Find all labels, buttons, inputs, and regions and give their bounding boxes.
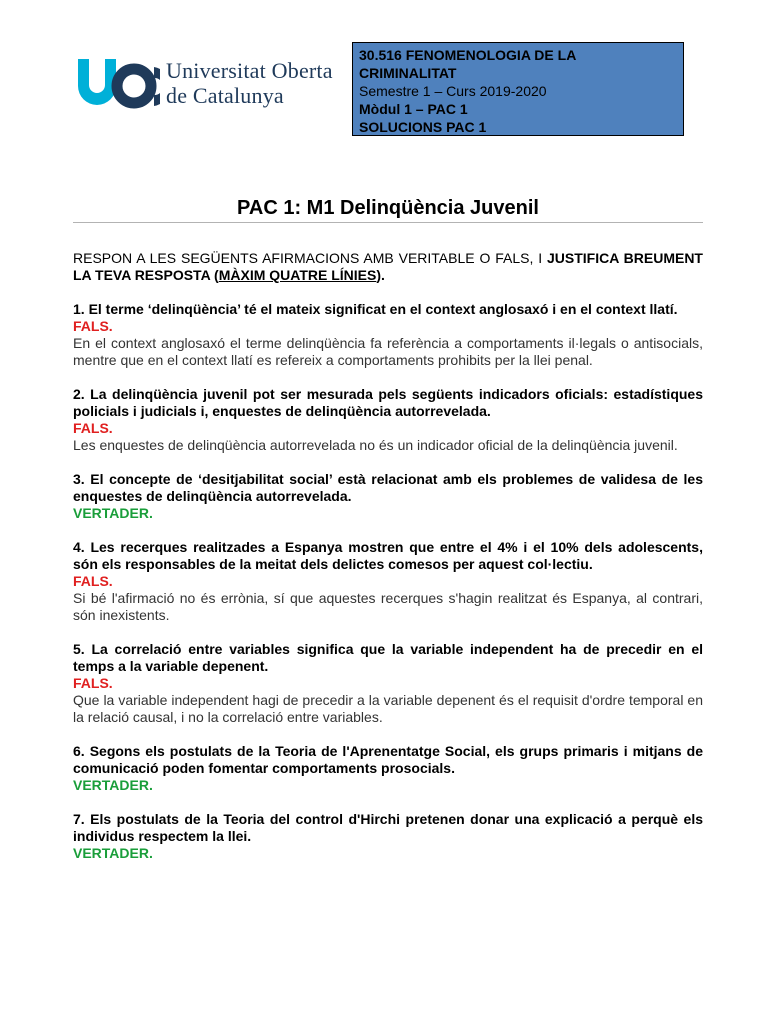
answer-true: VERTADER. <box>73 845 153 861</box>
question-text: 1. El terme ‘delinqüència’ té el mateix significat en el context anglosaxó i en el context llatí. <box>73 301 678 317</box>
document-body <box>73 250 703 879</box>
solutions-text: SOLUCIONS PAC 1 <box>359 119 487 135</box>
answer-false: FALS. <box>73 675 113 691</box>
answer-false: FALS. <box>73 420 113 436</box>
title-divider <box>73 222 703 223</box>
course-info-box <box>352 42 684 136</box>
answer-explanation: En el context anglosaxó el terme delinqüència fa referència a comportaments il·legals o antisocials, mentre que en el context llatí es refereix a comportaments prohibits per la llei penal. <box>73 335 703 368</box>
uoc-logo-mark <box>76 55 160 115</box>
uoc-logo <box>76 55 336 115</box>
instructions-lead: RESPON A LES SEGÜENTS AFIRMACIONS AMB VERITABLE O FALS, I <box>73 250 547 266</box>
question-text: 4. Les recerques realitzades a Espanya mostren que entre el 4% i el 10% dels adolescents, són els responsables de la meitat dels delictes comesos per aquest col·lectiu. <box>73 539 703 572</box>
answer-true: VERTADER. <box>73 777 153 793</box>
instructions-close: ). <box>376 267 385 283</box>
question-3 <box>73 471 703 522</box>
uoc-logo-text <box>166 58 333 108</box>
instructions-underlined: MÀXIM QUATRE LÍNIES <box>218 267 377 283</box>
instructions-bold: JUSTIFICA BREUMENT LA TEVA RESPOSTA ( <box>73 250 703 283</box>
semester-text: Semestre 1 – Curs 2019-2020 <box>359 83 547 99</box>
question-5 <box>73 641 703 726</box>
answer-false: FALS. <box>73 318 113 334</box>
logo-line-2: de Catalunya <box>166 83 284 108</box>
question-text: 7. Els postulats de la Teoria del control d'Hirchi pretenen donar una explicació a perquè els individus respectem la llei. <box>73 811 703 844</box>
page-title: PAC 1: M1 Delinqüència Juvenil <box>237 197 539 219</box>
question-6 <box>73 743 703 794</box>
answer-explanation: Si bé l'afirmació no és errònia, sí que aquestes recerques s'hagin realitzat és Espanya, al contrari, són inexistents. <box>73 590 703 623</box>
answer-true: VERTADER. <box>73 505 153 521</box>
question-7 <box>73 811 703 862</box>
document-header <box>0 0 768 150</box>
question-text: 2. La delinqüència juvenil pot ser mesurada pels següents indicadors oficials: estadístiques policials i judicials i, enquestes de delinqüència autorrevelada. <box>73 386 703 419</box>
logo-line-1: Universitat Oberta <box>166 58 333 83</box>
question-text: 6. Segons els postulats de la Teoria de l'Aprenentatge Social, els grups primaris i mitjans de comunicació poden fomentar comportaments prosocials. <box>73 743 703 776</box>
answer-false: FALS. <box>73 573 113 589</box>
question-2 <box>73 386 703 454</box>
question-text: 5. La correlació entre variables significa que la variable independent ha de precedir en el temps a la variable depenent. <box>73 641 703 674</box>
instructions <box>73 250 703 284</box>
module-text: Mòdul 1 – PAC 1 <box>359 101 468 117</box>
answer-explanation: Que la variable independent hagi de precedir a la variable depenent és el requisit d'ordre temporal en la relació causal, i no la correlació entre variables. <box>73 692 703 725</box>
question-4 <box>73 539 703 624</box>
answer-explanation: Les enquestes de delinqüència autorrevelada no és un indicador oficial de la delinqüència juvenil. <box>73 437 678 453</box>
course-code: 30.516 FENOMENOLOGIA DE LA CRIMINALITAT <box>359 47 576 81</box>
question-1 <box>73 301 703 369</box>
question-text: 3. El concepte de ‘desitjabilitat social’ està relacionat amb els problemes de validesa de les enquestes de delinqüència autorrevelada. <box>73 471 703 504</box>
